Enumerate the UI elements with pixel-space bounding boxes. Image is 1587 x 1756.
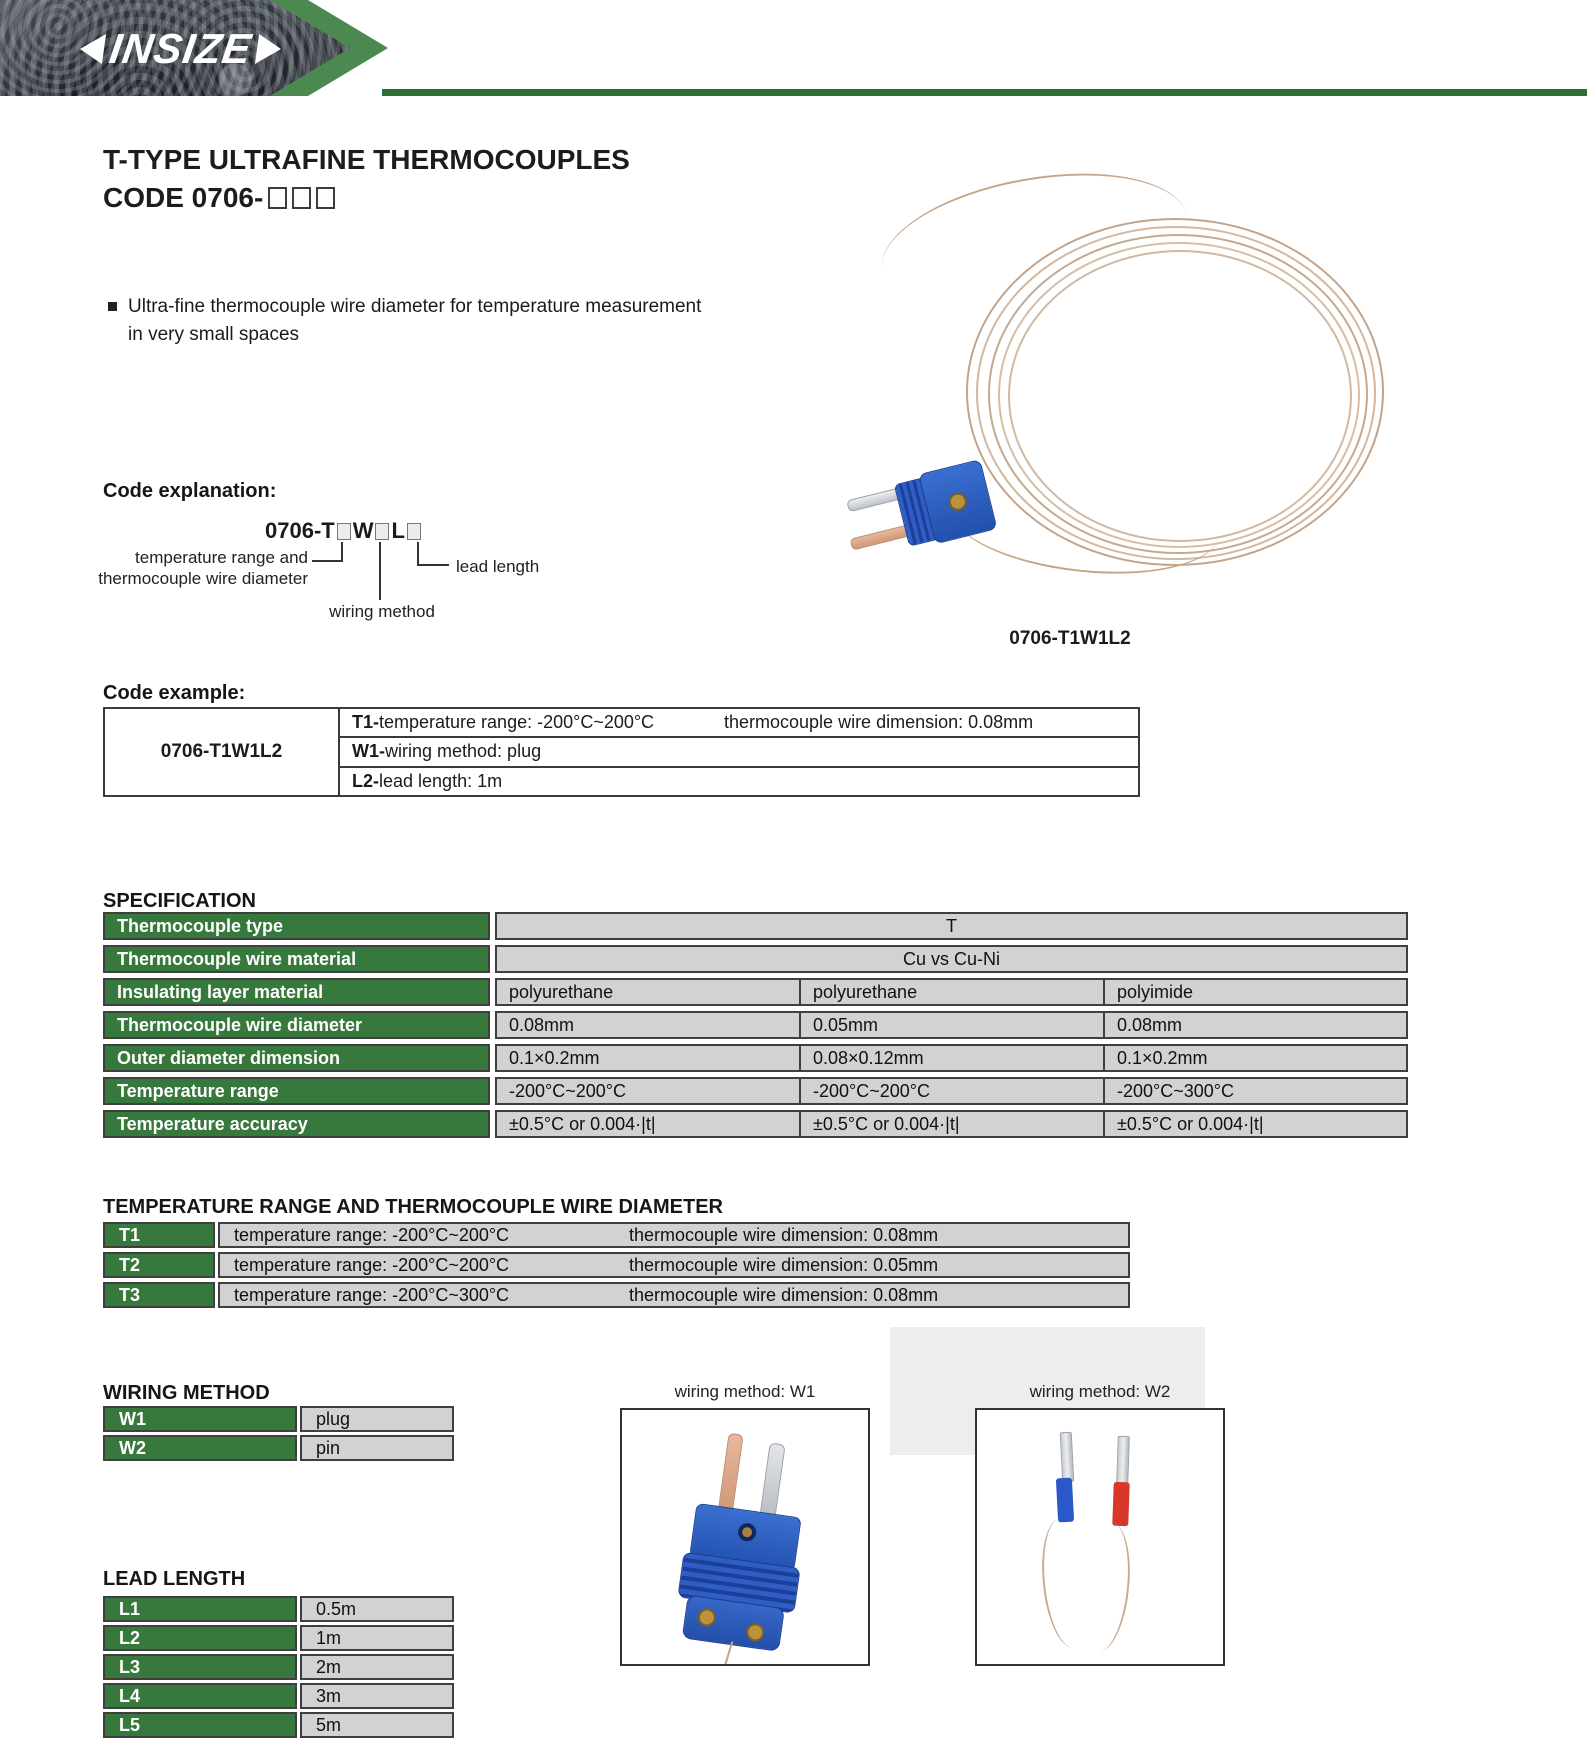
table-row bbox=[103, 1435, 454, 1461]
label-wiring-method: wiring method bbox=[329, 602, 435, 621]
label-t-line1: temperature range and bbox=[135, 548, 308, 567]
specification-heading: SPECIFICATION bbox=[103, 890, 256, 912]
product-plug bbox=[835, 450, 1017, 595]
title-code-prefix: CODE 0706- bbox=[103, 182, 264, 213]
placeholder-square bbox=[292, 187, 311, 209]
table-row bbox=[103, 1077, 1408, 1105]
temp-code: T1 bbox=[103, 1222, 215, 1248]
spec-values bbox=[495, 978, 1408, 1006]
w1-image bbox=[620, 1408, 870, 1666]
row1-prefix: T1- bbox=[352, 712, 379, 733]
plug-hole bbox=[737, 1522, 757, 1542]
spec-value: polyimide bbox=[1103, 978, 1408, 1006]
spec-label: Temperature range bbox=[103, 1077, 490, 1105]
temp-value bbox=[218, 1252, 1130, 1278]
lead-value: 1m bbox=[300, 1625, 454, 1651]
placeholder-square bbox=[337, 523, 351, 540]
plug-wire bbox=[718, 1641, 733, 1666]
title-line2 bbox=[103, 179, 630, 217]
temp-range-heading: TEMPERATURE RANGE AND THERMOCOUPLE WIRE DIAMETER bbox=[103, 1196, 723, 1218]
code-part-1: 0706-T bbox=[265, 518, 335, 543]
table-row bbox=[103, 1596, 454, 1622]
spec-label: Thermocouple wire diameter bbox=[103, 1011, 490, 1039]
code-part-3: L bbox=[391, 518, 405, 543]
spec-value: polyurethane bbox=[495, 978, 801, 1006]
wiring-value: pin bbox=[300, 1435, 454, 1461]
table-row bbox=[103, 1654, 454, 1680]
code-explanation-heading: Code explanation: bbox=[103, 480, 277, 502]
table-row bbox=[103, 912, 1408, 940]
spec-value-span: T bbox=[495, 912, 1408, 940]
table-row bbox=[340, 766, 1138, 795]
w2-image bbox=[975, 1408, 1225, 1666]
lead-code: L4 bbox=[103, 1683, 297, 1709]
row1-text: temperature range: -200°C~200°C bbox=[379, 712, 655, 733]
spec-value: ±0.5°C or 0.004·|t| bbox=[799, 1110, 1105, 1138]
connector-line-t2 bbox=[312, 560, 343, 562]
row2-prefix: W1- bbox=[352, 741, 385, 762]
table-row bbox=[103, 1625, 454, 1651]
connector-line-t bbox=[341, 542, 343, 562]
bullet-square-icon bbox=[108, 302, 117, 311]
table-row bbox=[103, 1683, 454, 1709]
temp-range-text: temperature range: -200°C~200°C bbox=[234, 1254, 510, 1275]
spec-value: -200°C~200°C bbox=[799, 1077, 1105, 1105]
spec-value: 0.1×0.2mm bbox=[495, 1044, 801, 1072]
table-row bbox=[340, 736, 1138, 765]
plug-screw bbox=[947, 491, 969, 513]
wire-dimension-text: thermocouple wire dimension: 0.08mm bbox=[629, 1284, 939, 1305]
feature-text bbox=[128, 293, 701, 349]
plug-prong-silver bbox=[759, 1443, 785, 1520]
code-example-row1-seg1 bbox=[352, 712, 724, 733]
feature-line2: in very small spaces bbox=[128, 324, 300, 345]
wiring-value: plug bbox=[300, 1406, 454, 1432]
temp-value bbox=[218, 1222, 1130, 1248]
table-row bbox=[103, 1011, 1408, 1039]
placeholder-square bbox=[407, 523, 421, 540]
w2-image-label: wiring method: W2 bbox=[1029, 1382, 1171, 1401]
label-t-line2: thermocouple wire diameter bbox=[98, 569, 308, 588]
temp-code: T3 bbox=[103, 1282, 215, 1308]
table-row bbox=[340, 709, 1138, 736]
spec-value: 0.08×0.12mm bbox=[799, 1044, 1105, 1072]
pin-wire bbox=[1074, 1520, 1135, 1654]
spec-label: Thermocouple wire material bbox=[103, 945, 490, 973]
lead-value: 2m bbox=[300, 1654, 454, 1680]
spec-values bbox=[495, 1011, 1408, 1039]
table-row bbox=[103, 1110, 1408, 1138]
wiring-method-table bbox=[103, 1406, 454, 1461]
connector-line-l bbox=[417, 542, 419, 566]
logo-left-arrow-icon bbox=[78, 34, 106, 64]
spec-value: ±0.5°C or 0.004·|t| bbox=[495, 1110, 801, 1138]
spec-values bbox=[495, 1110, 1408, 1138]
lead-length-table bbox=[103, 1596, 454, 1738]
spec-value: 0.05mm bbox=[799, 1011, 1105, 1039]
plug-prong-copper bbox=[718, 1433, 744, 1514]
lead-value: 0.5m bbox=[300, 1596, 454, 1622]
temp-range-text: temperature range: -200°C~300°C bbox=[234, 1284, 510, 1305]
code-example-table bbox=[103, 707, 1140, 797]
spec-value: -200°C~200°C bbox=[495, 1077, 801, 1105]
plug-screw bbox=[697, 1607, 717, 1627]
table-row bbox=[103, 1406, 454, 1432]
table-row bbox=[103, 978, 1408, 1006]
pin-tip-silver bbox=[1116, 1436, 1130, 1486]
page-title bbox=[103, 141, 630, 217]
table-row bbox=[103, 1712, 454, 1738]
spec-label: Thermocouple type bbox=[103, 912, 490, 940]
spec-value: ±0.5°C or 0.004·|t| bbox=[1103, 1110, 1408, 1138]
wiring-code: W2 bbox=[103, 1435, 297, 1461]
connector-line-l2 bbox=[417, 564, 449, 566]
wiring-code: W1 bbox=[103, 1406, 297, 1432]
spec-value: polyurethane bbox=[799, 978, 1105, 1006]
feature-line1: Ultra-fine thermocouple wire diameter for temperature measurement bbox=[128, 296, 702, 317]
specification-table bbox=[103, 912, 1408, 1138]
code-example-code: 0706-T1W1L2 bbox=[105, 709, 340, 795]
w1-plug-drawing bbox=[655, 1421, 834, 1660]
w1-image-label: wiring method: W1 bbox=[674, 1382, 816, 1401]
code-pattern bbox=[265, 518, 423, 544]
wiring-method-heading: WIRING METHOD bbox=[103, 1382, 270, 1404]
table-row bbox=[103, 945, 1408, 973]
temp-value bbox=[218, 1282, 1130, 1308]
table-row bbox=[103, 1252, 1130, 1278]
spec-value: 0.08mm bbox=[1103, 1011, 1408, 1039]
lead-code: L5 bbox=[103, 1712, 297, 1738]
table-row bbox=[103, 1044, 1408, 1072]
pin-sleeve-blue bbox=[1056, 1478, 1074, 1523]
wire-dimension-text: thermocouple wire dimension: 0.05mm bbox=[629, 1254, 939, 1275]
spec-label: Insulating layer material bbox=[103, 978, 490, 1006]
logo-text: INSIZE bbox=[106, 25, 255, 72]
table-row bbox=[103, 1282, 1130, 1308]
lead-code: L2 bbox=[103, 1625, 297, 1651]
spec-label: Temperature accuracy bbox=[103, 1110, 490, 1138]
product-caption: 0706-T1W1L2 bbox=[1009, 628, 1131, 649]
lead-code: L1 bbox=[103, 1596, 297, 1622]
feature-bullet bbox=[108, 293, 701, 349]
temp-code: T2 bbox=[103, 1252, 215, 1278]
header-green-bar bbox=[382, 89, 1587, 96]
plug-screw bbox=[745, 1622, 765, 1642]
spec-label: Outer diameter dimension bbox=[103, 1044, 490, 1072]
wire-dimension-text: thermocouple wire dimension: 0.08mm bbox=[629, 1224, 939, 1245]
logo-right-arrow-icon bbox=[255, 34, 283, 64]
code-example-heading: Code example: bbox=[103, 682, 246, 704]
spec-values bbox=[495, 1044, 1408, 1072]
pin-tip-silver bbox=[1060, 1432, 1075, 1483]
placeholder-square bbox=[375, 523, 389, 540]
code-example-rows bbox=[340, 709, 1138, 795]
row2-text: wiring method: plug bbox=[385, 741, 542, 762]
plug-hole-inner bbox=[741, 1527, 752, 1538]
placeholder-square bbox=[268, 187, 287, 209]
table-row bbox=[103, 1222, 1130, 1248]
lead-code: L3 bbox=[103, 1654, 297, 1680]
connector-line-w bbox=[379, 542, 381, 600]
row3-text: lead length: 1m bbox=[379, 770, 503, 791]
spec-value: 0.08mm bbox=[495, 1011, 801, 1039]
lead-value: 3m bbox=[300, 1683, 454, 1709]
label-temperature-range bbox=[90, 547, 308, 589]
placeholder-square bbox=[316, 187, 335, 209]
temp-range-table bbox=[103, 1222, 1130, 1308]
spec-value: 0.1×0.2mm bbox=[1103, 1044, 1408, 1072]
spec-value-span: Cu vs Cu-Ni bbox=[495, 945, 1408, 973]
row3-prefix: L2- bbox=[352, 770, 379, 791]
row1-text2: thermocouple wire dimension: 0.08mm bbox=[724, 712, 1034, 733]
insize-logo bbox=[77, 25, 284, 72]
spec-value: -200°C~300°C bbox=[1103, 1077, 1408, 1105]
code-part-2: W bbox=[352, 518, 374, 543]
pin-sleeve-red bbox=[1112, 1482, 1130, 1527]
temp-range-text: temperature range: -200°C~200°C bbox=[234, 1224, 510, 1245]
title-line1: T-TYPE ULTRAFINE THERMOCOUPLES bbox=[103, 144, 630, 175]
spec-values bbox=[495, 1077, 1408, 1105]
label-lead-length: lead length bbox=[456, 557, 540, 576]
lead-length-heading: LEAD LENGTH bbox=[103, 1568, 246, 1590]
lead-value: 5m bbox=[300, 1712, 454, 1738]
